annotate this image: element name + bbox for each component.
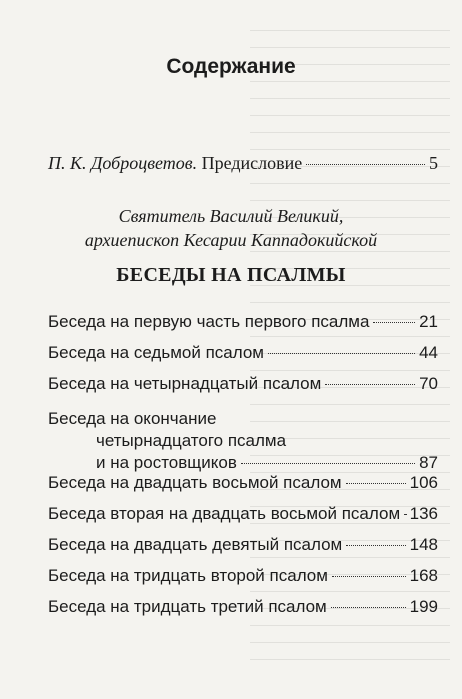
page-number: 70 [419,374,438,393]
dot-leader [325,384,415,385]
toc-entry-multiline [48,408,438,474]
toc-entry [48,472,438,494]
entry-title: Беседа на четырнадцатый псалом [48,374,322,393]
page-number: 168 [409,566,438,585]
preface-author: П. К. Доброцветов. [48,153,198,173]
page-number: 106 [409,473,438,492]
page-number: 44 [419,343,438,362]
toc-entry [48,342,438,364]
page-number: 148 [409,535,438,554]
entry-title: Беседа на тридцать третий псалом [48,597,327,616]
toc-entry-preface [48,152,438,174]
page-number: 136 [409,504,438,523]
entry-title: Беседа на седьмой псалом [48,343,264,362]
entry-title-line: четырнадцатого псалма [96,431,287,450]
author-name: Святитель Василий Великий, [118,206,344,226]
entry-title: Беседа на двадцать восьмой псалом [48,473,342,492]
page-number: 5 [429,153,438,173]
entry-title: Беседа на двадцать девятый псалом [48,535,343,554]
entry-title-line: Беседа на окончание [48,409,217,428]
preface-title: Предисловие [201,153,303,173]
dot-leader [346,545,405,546]
dot-leader [404,514,405,515]
page-number: 21 [419,312,438,331]
entry-title: Беседа вторая на двадцать восьмой псалом [48,504,401,523]
toc-entry [48,565,438,587]
dot-leader [346,483,406,484]
dot-leader [268,353,415,354]
dot-leader [331,607,406,608]
dot-leader [373,322,415,323]
entry-title: Беседа на тридцать второй псалом [48,566,328,585]
page-number: 199 [409,597,438,616]
toc-entry [48,373,438,395]
author-block [0,204,462,252]
page-number: 87 [419,453,438,472]
dot-leader [306,164,425,165]
contents-heading: Содержание [166,55,296,78]
toc-entry [48,534,438,556]
entry-title: Беседа на первую часть первого псалма [48,312,370,331]
toc-entry [48,503,438,525]
toc-entry [48,596,438,618]
section-title: БЕСЕДЫ НА ПСАЛМЫ [116,264,346,286]
entry-title-line: и на ростовщиков [96,453,237,472]
author-title: архиепископ Кесарии Каппадокийской [84,230,378,250]
dot-leader [241,463,415,464]
toc-entry [48,311,438,333]
dot-leader [332,576,406,577]
